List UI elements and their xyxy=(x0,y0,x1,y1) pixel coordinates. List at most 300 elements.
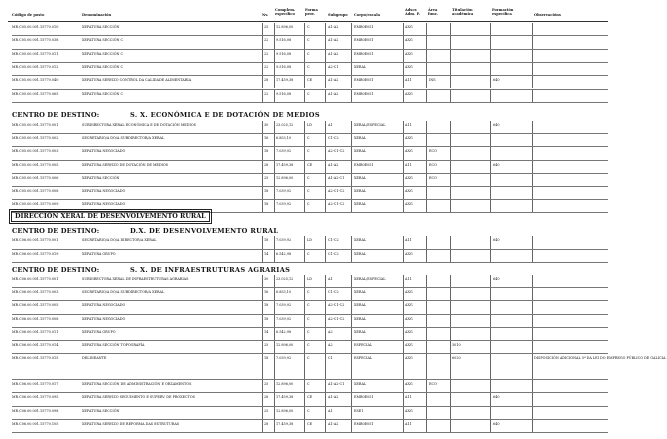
column-divider xyxy=(403,23,404,35)
column-divider xyxy=(351,90,352,102)
cell-complemento: 17.459,38 xyxy=(276,395,294,400)
column-divider xyxy=(490,328,491,340)
cell-nivel: 18 xyxy=(264,238,269,242)
cell-forma: C xyxy=(307,408,310,413)
cell-nivel: 25 xyxy=(264,343,269,347)
column-divider xyxy=(426,147,427,159)
column-divider xyxy=(274,315,275,327)
column-divider xyxy=(351,236,352,249)
column-divider xyxy=(325,76,326,88)
table-row xyxy=(0,188,615,194)
table-row xyxy=(0,24,615,30)
column-divider xyxy=(403,288,404,300)
column-divider xyxy=(262,393,263,405)
cell-corpo: XERAL xyxy=(354,316,367,321)
cell-subgrupo: A1-A2 xyxy=(328,421,339,426)
column-divider xyxy=(490,250,491,263)
cell-area: ECO xyxy=(429,175,437,180)
column-divider xyxy=(532,328,533,340)
cell-forma: C xyxy=(307,303,310,308)
cell-complemento: 7.039,92 xyxy=(276,356,292,361)
cell-forma: CE xyxy=(307,421,313,426)
cell-formacion: 640 xyxy=(493,277,500,281)
column-divider xyxy=(403,187,404,199)
cell-subgrupo: C1-C2 xyxy=(328,290,339,295)
column-divider xyxy=(351,328,352,340)
column-divider xyxy=(325,288,326,300)
cell-complemento: 6.853,10 xyxy=(276,290,292,295)
cell-codigo: MR.C06.00.001.15770.001 xyxy=(12,238,59,242)
table-row xyxy=(0,64,615,70)
column-divider xyxy=(403,161,404,173)
column-divider xyxy=(450,161,451,173)
column-divider xyxy=(450,288,451,300)
column-divider xyxy=(304,134,305,146)
column-divider xyxy=(274,23,275,35)
column-divider xyxy=(450,134,451,146)
cell-subgrupo: C1-C2 xyxy=(328,136,339,141)
column-divider xyxy=(450,380,451,392)
cell-forma: C xyxy=(307,189,310,193)
column-divider xyxy=(532,315,533,327)
cell-adscricion: AXG xyxy=(405,202,413,207)
table-row xyxy=(0,302,615,308)
column-divider xyxy=(450,250,451,263)
column-divider xyxy=(325,275,326,287)
cell-complemento: 7.039,92 xyxy=(276,316,292,321)
cell-adscricion: AXG xyxy=(405,189,413,193)
cell-codigo: MR.C05.00.001.15770.002 xyxy=(12,136,59,141)
cell-codigo: MR.C06.00.001.15770.015 xyxy=(12,356,59,361)
cell-forma: C xyxy=(307,175,310,180)
column-divider xyxy=(304,236,305,249)
table-row xyxy=(0,148,615,154)
column-divider xyxy=(490,36,491,48)
column-divider xyxy=(450,76,451,88)
column-divider xyxy=(532,301,533,313)
row-divider xyxy=(12,160,608,161)
column-divider xyxy=(274,407,275,419)
cell-codigo: MR.C05.00.001.15770.040 xyxy=(12,78,59,83)
cell-denominacion: XEFATURA SERVIZO DE DOTACIÓN DE MEDIOS xyxy=(82,162,169,167)
cell-forma: C xyxy=(307,149,310,154)
column-divider xyxy=(426,275,427,287)
cell-codigo: MR.C05.00.001.15770.009 xyxy=(12,202,59,207)
column-divider xyxy=(426,380,427,392)
cell-corpo: XERAL xyxy=(354,251,367,256)
row-divider xyxy=(12,146,608,147)
cell-adscricion: AXG xyxy=(405,38,413,43)
section-name: S. X. ECONÓMICA E DE DOTACIÓN DE MEDIOS xyxy=(130,111,320,119)
column-divider xyxy=(304,301,305,313)
cell-adscricion: AXG xyxy=(405,175,413,180)
column-divider xyxy=(532,121,533,133)
column-divider xyxy=(532,23,533,35)
column-divider xyxy=(304,23,305,35)
column-divider xyxy=(351,420,352,432)
cell-forma: LD xyxy=(307,238,312,242)
cell-complemento: 9.516,08 xyxy=(276,38,292,43)
column-divider xyxy=(351,288,352,300)
column-divider xyxy=(532,90,533,102)
section-name: D.X. DE DESENVOLVEMENTO RURAL xyxy=(130,227,279,235)
column-divider xyxy=(304,121,305,133)
cell-complemento: 6.853,10 xyxy=(276,136,292,141)
column-divider xyxy=(274,301,275,313)
cell-nivel: 25 xyxy=(264,408,269,413)
column-divider xyxy=(490,315,491,327)
row-divider xyxy=(12,327,608,328)
column-divider xyxy=(450,147,451,159)
cell-corpo: XERAL xyxy=(354,189,367,193)
cell-denominacion: XEFATURA GRUPO xyxy=(82,251,116,256)
column-divider xyxy=(262,147,263,159)
column-divider xyxy=(325,50,326,62)
column-divider xyxy=(262,63,263,75)
cell-denominacion: XEFATURA NEGOCIADO xyxy=(82,202,126,207)
cell-forma: C xyxy=(307,91,310,96)
column-divider xyxy=(426,23,427,35)
column-divider xyxy=(532,200,533,212)
column-divider xyxy=(490,393,491,405)
column-divider xyxy=(450,341,451,353)
column-divider xyxy=(274,187,275,199)
column-divider xyxy=(426,236,427,249)
cell-forma: C xyxy=(307,316,310,321)
cell-nivel: 18 xyxy=(264,356,269,361)
direction-title: DIRECCIÓN XERAL DE DESENVOLVEMENTO RURAL xyxy=(11,211,210,222)
column-divider xyxy=(274,288,275,300)
column-divider xyxy=(262,36,263,48)
column-divider xyxy=(532,354,533,379)
column-divider xyxy=(274,354,275,379)
cell-forma: C xyxy=(307,202,310,207)
cell-codigo: MR.C05.00.001.15770.012 xyxy=(12,64,59,69)
column-divider xyxy=(325,121,326,133)
column-divider xyxy=(426,36,427,48)
row-divider xyxy=(12,49,608,50)
column-divider xyxy=(304,200,305,212)
cell-forma: CE xyxy=(307,395,313,400)
row-divider xyxy=(12,133,608,134)
column-divider xyxy=(490,301,491,313)
table-row xyxy=(0,316,615,322)
cell-nivel: 30 xyxy=(264,123,269,127)
cell-codigo: MR.C05.00.001.15770.010 xyxy=(12,25,59,29)
row-divider xyxy=(12,102,608,103)
column-divider xyxy=(532,76,533,88)
cell-corpo: EMB0E051 xyxy=(354,78,374,83)
column-divider xyxy=(262,76,263,88)
cell-adscricion: AXG xyxy=(405,316,413,321)
column-divider xyxy=(262,236,263,249)
cell-complemento: 23.025,12 xyxy=(276,277,294,281)
column-divider xyxy=(262,354,263,379)
cell-adscricion: AXG xyxy=(405,251,413,256)
cell-nivel: 22 xyxy=(264,91,269,96)
column-divider xyxy=(490,407,491,419)
column-divider xyxy=(426,407,427,419)
cell-denominacion: XEFATURA SECCIÓN DE ADMINISTRACIÓN E ORZAMENTOS xyxy=(82,382,192,387)
row-divider xyxy=(12,186,608,187)
column-divider xyxy=(325,90,326,102)
column-divider xyxy=(274,50,275,62)
cell-nivel: 22 xyxy=(264,64,269,69)
cell-observacions: DISPOSICIÓN ADICIONAL 5ª DA LEI DO EMPREGO PÚBLICO DE GALICIA. xyxy=(534,356,667,361)
table-row xyxy=(0,135,615,141)
column-divider xyxy=(304,63,305,75)
cell-codigo: MR.C06.00.001.15770.098 xyxy=(12,408,59,413)
row-divider xyxy=(12,392,608,393)
cell-formacion: 640 xyxy=(493,162,500,167)
table-row xyxy=(0,122,615,128)
cell-complemento: 17.459,38 xyxy=(276,421,294,426)
cell-corpo: EMB0E051 xyxy=(354,51,374,56)
cell-adscricion: A11 xyxy=(405,421,412,426)
column-divider xyxy=(403,328,404,340)
cell-denominacion: XEFATURA NEGOCIADO xyxy=(82,189,126,193)
cell-adscricion: AXG xyxy=(405,136,413,141)
column-divider xyxy=(351,200,352,212)
column-divider xyxy=(351,341,352,353)
cell-subgrupo: A1-A2-C1 xyxy=(328,175,345,180)
cell-denominacion: XEFATURA NEGOCIADO xyxy=(82,303,126,308)
cell-adscricion: A11 xyxy=(405,78,412,83)
column-divider xyxy=(490,275,491,287)
cell-denominacion: XEFATURA NEGOCIADO xyxy=(82,149,126,154)
cell-denominacion: XEFATURA SERVIZO DE REFORMA DAS ESTRUTURAS xyxy=(82,421,180,426)
column-divider xyxy=(403,341,404,353)
column-divider xyxy=(274,341,275,353)
column-divider xyxy=(274,393,275,405)
column-divider xyxy=(325,187,326,199)
header-subgrupo: Subgrupo xyxy=(328,13,348,17)
column-divider xyxy=(532,50,533,62)
column-divider xyxy=(262,328,263,340)
column-divider xyxy=(403,63,404,75)
cell-corpo: ESPECIAL xyxy=(354,356,373,361)
cell-complemento: 9.516,08 xyxy=(276,51,292,56)
cell-forma: C xyxy=(307,64,310,69)
column-divider xyxy=(274,420,275,432)
cell-forma: C xyxy=(307,343,310,347)
column-divider xyxy=(532,36,533,48)
column-divider xyxy=(426,187,427,199)
column-divider xyxy=(262,174,263,186)
cell-adscricion: AXG xyxy=(405,408,413,413)
column-divider xyxy=(274,63,275,75)
cell-formacion: 640 xyxy=(493,238,500,242)
table-row xyxy=(0,251,615,257)
column-divider xyxy=(325,23,326,35)
column-divider xyxy=(351,134,352,146)
cell-subgrupo: C1-C2 xyxy=(328,251,339,256)
column-divider xyxy=(304,341,305,353)
column-divider xyxy=(426,250,427,263)
column-divider xyxy=(490,50,491,62)
cell-nivel: 18 xyxy=(264,202,269,207)
column-divider xyxy=(325,174,326,186)
section-name: S. X. DE INFRAESTRUTURAS AGRARIAS xyxy=(130,266,291,274)
column-divider xyxy=(325,147,326,159)
table-row xyxy=(0,201,615,207)
cell-denominacion: XEFATURA SECCIÓN xyxy=(82,175,120,180)
column-divider xyxy=(532,380,533,392)
column-divider xyxy=(351,275,352,287)
column-divider xyxy=(426,174,427,186)
cell-subgrupo: A2 xyxy=(328,343,333,347)
cell-corpo: EMB0E051 xyxy=(354,91,374,96)
cell-corpo: XERAL xyxy=(354,238,367,242)
column-divider xyxy=(325,63,326,75)
cell-adscricion: A11 xyxy=(405,277,412,281)
column-divider xyxy=(351,121,352,133)
column-divider xyxy=(351,147,352,159)
cell-adscricion: A11 xyxy=(405,238,412,242)
cell-subgrupo: A2-C1-C2 xyxy=(328,149,345,154)
column-divider xyxy=(403,174,404,186)
column-divider xyxy=(351,393,352,405)
column-divider xyxy=(490,147,491,159)
column-divider xyxy=(532,275,533,287)
column-divider xyxy=(325,328,326,340)
row-divider xyxy=(12,379,608,380)
column-divider xyxy=(532,187,533,199)
column-divider xyxy=(262,380,263,392)
cell-forma: C xyxy=(307,51,310,56)
column-divider xyxy=(262,134,263,146)
cell-subgrupo: A2-C1-C2 xyxy=(328,202,345,207)
column-divider xyxy=(304,407,305,419)
column-divider xyxy=(274,328,275,340)
column-divider xyxy=(403,90,404,102)
column-divider xyxy=(403,250,404,263)
column-divider xyxy=(274,236,275,249)
cell-adscricion: AXG xyxy=(405,149,413,154)
cell-complemento: 7.039,92 xyxy=(276,303,292,308)
cell-complemento: 12.896,00 xyxy=(276,343,294,347)
cell-codigo: MR.C06.00.001.15770.005 xyxy=(12,303,59,308)
cell-corpo: XERAL xyxy=(354,202,367,207)
column-divider xyxy=(532,174,533,186)
cell-complemento: 23.025,12 xyxy=(276,123,294,127)
cell-denominacion: XEFATURA NEGOCIADO xyxy=(82,316,126,321)
row-divider xyxy=(12,287,608,288)
cell-formacion: 640 xyxy=(493,395,500,400)
section-label: CENTRO DE DESTINO: xyxy=(12,111,100,119)
header-observacions: Observacións xyxy=(534,13,561,17)
column-divider xyxy=(274,380,275,392)
cell-nivel: 22 xyxy=(264,38,269,43)
column-divider xyxy=(426,76,427,88)
section-label: CENTRO DE DESTINO: xyxy=(12,266,100,274)
column-divider xyxy=(490,134,491,146)
column-divider xyxy=(325,250,326,263)
cell-corpo: XERAL xyxy=(354,303,367,308)
column-divider xyxy=(304,250,305,263)
column-divider xyxy=(304,90,305,102)
column-divider xyxy=(426,354,427,379)
column-divider xyxy=(274,90,275,102)
column-divider xyxy=(532,147,533,159)
cell-complemento: 7.039,92 xyxy=(276,149,292,154)
cell-denominacion: XEFATURA SERVIZO SEGUIMENTO E SUPERV. DE PROXECTOS xyxy=(82,395,195,400)
column-divider xyxy=(274,200,275,212)
table-row xyxy=(0,289,615,295)
cell-denominacion: SUBDIRECTORA XERAL ECONÓMICA E DE DOTACIÓN MEDIOS xyxy=(82,123,196,127)
column-divider xyxy=(274,275,275,287)
cell-nivel: 18 xyxy=(264,303,269,308)
column-divider xyxy=(490,200,491,212)
cell-codigo: MR.C05.00.001.15770.038 xyxy=(12,38,59,43)
column-divider xyxy=(403,134,404,146)
table-row xyxy=(0,91,615,97)
column-divider xyxy=(351,174,352,186)
row-divider xyxy=(12,75,608,76)
column-divider xyxy=(532,63,533,75)
cell-denominacion: SECRETARIO/A DO/A SUBDIRECTOR/A XERAL xyxy=(82,136,165,141)
column-divider xyxy=(262,187,263,199)
row-divider xyxy=(12,419,608,420)
cell-nivel: 28 xyxy=(264,78,269,83)
table-row xyxy=(0,381,615,387)
cell-corpo: EMB0E051 xyxy=(354,395,374,400)
cell-corpo: XERAL xyxy=(354,290,367,295)
table-row xyxy=(0,421,615,427)
cell-corpo: XERAL xyxy=(354,175,367,180)
cell-subgrupo: C1 xyxy=(328,356,333,361)
column-divider xyxy=(450,90,451,102)
column-divider xyxy=(304,174,305,186)
column-divider xyxy=(274,121,275,133)
column-divider xyxy=(274,174,275,186)
column-divider xyxy=(262,200,263,212)
column-divider xyxy=(450,50,451,62)
header-nivel: Nv. xyxy=(262,13,269,17)
column-divider xyxy=(304,161,305,173)
table-row xyxy=(0,394,615,400)
cell-nivel: 28 xyxy=(264,395,269,400)
column-divider xyxy=(304,76,305,88)
cell-adscricion: AXG xyxy=(405,290,413,295)
column-divider xyxy=(450,187,451,199)
column-divider xyxy=(426,200,427,212)
column-divider xyxy=(274,250,275,263)
cell-denominacion: XEFATURA SECCIÓN C xyxy=(82,51,124,56)
cell-denominacion: XEFATURA SECCIÓN TOPOGRAFÍA xyxy=(82,343,145,347)
cell-nivel: 16 xyxy=(264,290,269,295)
cell-codigo: MR.C06.00.001.15770.011 xyxy=(12,329,59,334)
cell-forma: C xyxy=(307,290,310,295)
cell-complemento: 12.896,00 xyxy=(276,25,294,29)
cell-nivel: 30 xyxy=(264,277,269,281)
table-row xyxy=(0,355,667,361)
cell-complemento: 7.039,92 xyxy=(276,238,292,242)
column-divider xyxy=(532,236,533,249)
column-divider xyxy=(325,393,326,405)
column-divider xyxy=(490,288,491,300)
cell-corpo: XERAL xyxy=(354,382,367,387)
cell-corpo: EMB0E051 xyxy=(354,25,374,29)
column-divider xyxy=(450,354,451,379)
cell-adscricion: AXG xyxy=(405,356,413,361)
column-divider xyxy=(490,187,491,199)
column-divider xyxy=(262,275,263,287)
cell-denominacion: XEFATURA SERVIZO CONTROL DA CALIDADE ALIMENTARIA xyxy=(82,78,192,83)
column-divider xyxy=(490,236,491,249)
cell-subgrupo: A1 xyxy=(328,277,333,281)
cell-subgrupo: A2-C1 xyxy=(328,64,339,69)
